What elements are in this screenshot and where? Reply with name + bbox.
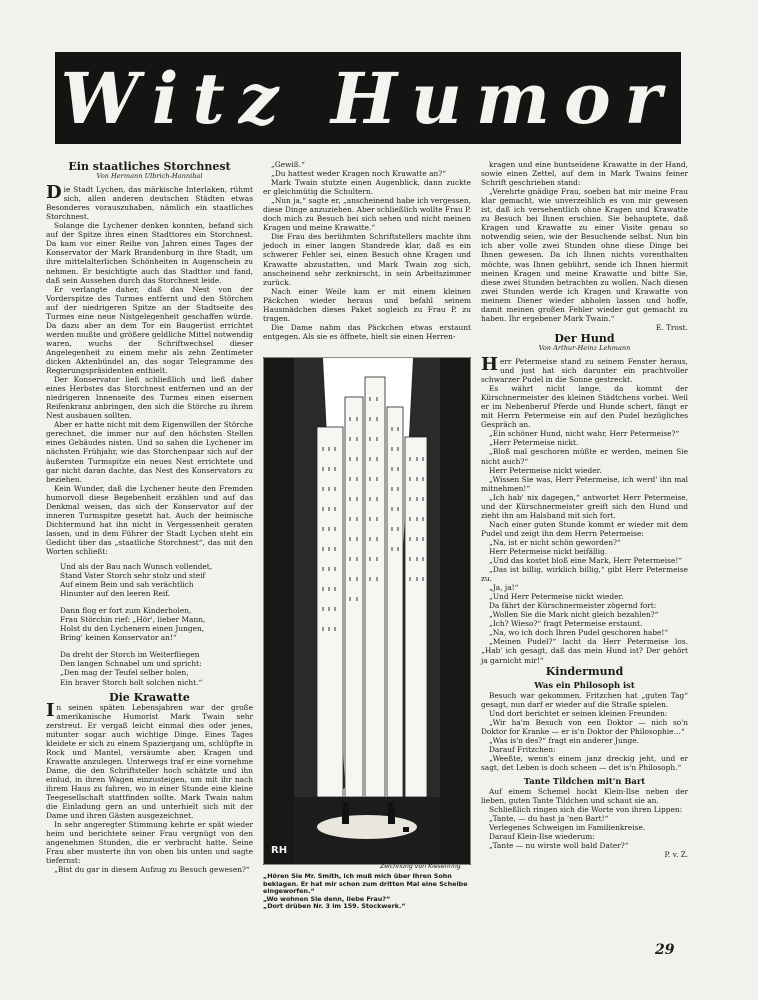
paragraph: „Du hattest weder Kragen noch Krawatte an?“ bbox=[271, 169, 447, 179]
column-left bbox=[46, 160, 253, 875]
paragraph: Verlegenes Schweigen im Familienkreise. bbox=[489, 823, 646, 833]
poem-line: Stand Vater Storch sehr stolz und steif bbox=[60, 571, 206, 581]
article-subtitle: Tante Tildchen mit'n Bart bbox=[523, 776, 646, 787]
poem-line: Den langen Schnabel um und spricht: bbox=[60, 659, 202, 669]
caption-line: „Wo wohnen Sie denn, liebe Frau?“ bbox=[263, 894, 391, 903]
column-right bbox=[481, 160, 688, 860]
poem-line: Frau Störchin rief: „Hör', lieber Mann, bbox=[60, 615, 206, 625]
paragraph: „Ich hab' nix dagegen,“ antwortet Herr Petermeise, und der Kürschnermeister greift sich den Hund und zieht ihn am Halsband mit sich fort. bbox=[481, 492, 688, 520]
article-title: Der Hund bbox=[554, 331, 615, 345]
banner-title: Witz Humor bbox=[60, 56, 676, 140]
signature: P. v. Z. bbox=[664, 850, 688, 860]
paragraph: „Tante, — du hast ja 'nen Bart!“ bbox=[489, 814, 609, 824]
paragraph: In sehr angeregter Stimmung kehrte er spät wieder heim und berichtete seiner Frau vergnügt von den angenehmen Stunden, die er verbracht hatte. Seine Frau aber musterte ihn von oben bis unten und sagte tiefernst: bbox=[46, 820, 253, 866]
paragraph: Besuch war gekommen. Fritzchen hat „guten Tag“ gesagt, nun darf er wieder auf die Straße spielen. bbox=[481, 690, 688, 709]
paragraph: „Und Herr Petermeise nickt wieder. bbox=[489, 592, 624, 602]
signature: E. Trost. bbox=[655, 322, 688, 332]
paragraph: „Wollen Sie die Mark nicht gleich bezahlen?“ bbox=[489, 610, 659, 620]
paragraph: Kein Wunder, daß die Lychener heute den Fremden humorvoll diese Begebenheit erzählen und auf das Denkmal weisen, das sich der Konservator auf der inneren Turmspitze gesetzt hat. Auch der heimische Dichtermund hat ihn nicht in Vergessenheit geraten lassen, und in dem Führer der Stadt Lychen steht ein Gedicht über das „staatliche Storchnest“, das mit den Worten schließt: bbox=[46, 483, 253, 556]
paragraph: „Was is'n des?“ fragt ein anderer Junge. bbox=[489, 735, 639, 745]
caption-line: „Dort drüben Nr. 3 im 159. Stockwerk.“ bbox=[263, 902, 406, 911]
paragraph: „Ein schöner Hund, nicht wahr, Herr Petermeise?“ bbox=[489, 429, 680, 439]
article-byline: Von Hermann Ulbrich-Hannibal bbox=[96, 172, 203, 181]
paragraph: Schließlich ringen sich die Worte von ihren Lippen: bbox=[489, 805, 683, 815]
svg-text:RH: RH bbox=[271, 845, 288, 856]
paragraph: „Verehrte gnädige Frau, soeben hat mir meine Frau klar gemacht, wie unverzeihlich es von mir gewesen ist, daß ich versehentlich ohne Kragen und Krawatte zu Besuch bei Ihnen erschien. Sie behauptete, daß Kragen und Krawatte zu einer Visite genau so notwendig seien, wie der Besuchende selbst. Nun bin ich aber volle zwei Stunden ohne diese Dinge bei Ihnen gewesen. Da ich Ihnen nichts vorenthalten möchte, was Ihnen gebührt, sende ich Ihnen hiermit meinen Kragen und meine Krawatte und bitte Sie, diese zwei Stunden betrachten zu wollen. Nach diesen zwei Stunden werde ich Kragen und Krawatte von meinem Diener wieder abholen lassen und hoffe, damit meinen großen Fehler wieder gut gemacht zu haben. Ihr ergebener Mark Twain.“ bbox=[481, 187, 688, 323]
paragraph: In seinen späten Lebensjahren war der große amerikanische Humorist Mark Twain sehr zerstreut. Er vergaß leicht einmal dies oder jenes, mitunter sogar auch wichtige Dinge. Eines Tages kleidete er sich zu einem Spaziergang um, schlüpfte in Rock und Mantel, versäumte aber, Kragen und Krawatte anzulegen. Unterwegs traf er eine vornehme Dame, die den Schriftsteller hoch schätzte und ihn einlud, in ihren Wagen einzusteigen, um mit ihr nach ihrem Haus zu fahren, wo in einer Stunde eine kleine Teegesellschaft stattfinden sollte. Mark Twain nahm die Einladung gern an und unterhielt sich mit der Dame und ihren Gästen ausgezeichnet. bbox=[46, 699, 253, 821]
paragraph: Die Dame nahm das Päckchen etwas erstaunt entgegen. Als sie es öffnete, hielt sie einen Herren- bbox=[263, 322, 471, 341]
paragraph: Herr Petermeise nickt wieder. bbox=[489, 465, 602, 475]
poem-line: Hinunter auf den leeren Reif. bbox=[60, 589, 171, 599]
poem-line: Bring' keinen Konservator an!“ bbox=[60, 633, 177, 643]
paragraph: Mark Twain stutzte einen Augenblick, dann zuckte er gleichmütig die Schultern. bbox=[263, 178, 471, 197]
poem-line: Da dreht der Storch im Weiterfliegen bbox=[60, 650, 200, 660]
paragraph: Darauf Fritzchen: bbox=[489, 744, 556, 754]
paragraph: „Ich? Wieso?“ fragt Petermeise erstaunt. bbox=[489, 619, 643, 629]
paragraph: kragen und eine buntseidene Krawatte in der Hand, sowie einen Zettel, auf dem in Mark Twains feiner Schrift geschrieben stand: bbox=[481, 160, 688, 188]
paragraph: Er verlangte daher, daß das Nest von der Vorderspitze des Turmes entfernt und den Störchen auf der niedrigeren Spitze an der Stadtseite des Turmes eine neue Nistgelegenheit geschaffen würde. Da dazu aber an dem Tor ein Baugerüst errichtet werden mußte und größere geldliche Mittel notwendig waren, wuchs der Schriftwechsel dieser Angelegenheit zu einem mehr als zehn Zentimeter dicken Aktenbündel an, das sogar Telegramme des Regierungspräsidenten enthielt. bbox=[46, 284, 253, 376]
paragraph: Da fährt der Kürschnermeister zögernd fort: bbox=[489, 601, 657, 611]
paragraph: „Gewiß.“ bbox=[271, 160, 305, 169]
article-title: Kindermund bbox=[545, 664, 624, 678]
paragraph: „Weeßte, wenn's einem janz dreckig jeht, und er sagt, det Leben is doch scheen — det is'n Philosoph.“ bbox=[481, 754, 688, 773]
paragraph: Darauf Klein-Ilse wiederum: bbox=[489, 832, 595, 842]
paragraph: Nach einer guten Stunde kommt er wieder mit dem Pudel und zeigt ihn dem Herrn Petermeise: bbox=[481, 519, 688, 538]
poem-line: Und als der Bau nach Wunsch vollendet, bbox=[60, 562, 213, 572]
paragraph: Herr Petermeise nickt beifällig. bbox=[489, 546, 608, 556]
paragraph: „Meinen Pudel?“ lacht da Herr Petermeise los. „Hab' ich gesagt, daß das mein Hund ist? Der gehört ja garnicht mir!“ bbox=[481, 637, 688, 665]
paragraph: „Wir ha'm Besuch von een Doktor — nich so'n Doktor for Kranke — er is'n Doktor der Philosophie…“ bbox=[481, 717, 688, 736]
illustration-caption bbox=[263, 873, 471, 911]
paragraph: „Na, wo ich doch Ihren Pudel geschoren habe!“ bbox=[489, 628, 669, 638]
skyscraper-illustration bbox=[263, 357, 471, 865]
humor-banner bbox=[55, 52, 681, 144]
illustration-credit: Zeichnung von Kiesenring bbox=[380, 863, 461, 870]
poem-line: Holst du den Lychenern einen Jungen, bbox=[60, 624, 205, 634]
article-byline: Von Arthur-Heinz Lehmann bbox=[538, 343, 631, 352]
paragraph: Solange die Lychener denken konnten, befand sich auf der Spitze ihres einen Stadttores ein Storchnest. Da kam vor einer Reihe von Jahren eines Tages der Konservator der Mark Brandenburg in ihre Stadt, um ihre mittelalterlichen Schönheiten in Augenschein zu nehmen. Er besichtigte auch das Stadttor und fand, daß sein Aussehen durch das Storchnest leide. bbox=[46, 221, 253, 285]
paragraph: „Das ist billig, wirklich billig,“ gibt Herr Petermeise zu. bbox=[481, 565, 688, 584]
paragraph: Die Stadt Lychen, das märkische Interlaken, rühmt sich, allen anderen deutschen Städten etwas Besonderes vorauszuhaben, nämlich ein staatliches Storchnest. bbox=[46, 182, 253, 222]
poem-line: Auf einem Bein und sah verächtlich bbox=[60, 580, 194, 590]
paragraph: Aber er hatte nicht mit dem Eigenwillen der Störche gerechnet, die immer nur auf den höchsten Stellen eines Gebäudes nisten. Und so sahen die Lychener im nächsten Frühjahr, wie das Storchenpaar sich auf der äußersten Turmspitze ein neues Nest errichtete und gar nicht daran dachte, das Nest des Konservators zu beziehen. bbox=[46, 420, 253, 484]
paragraph: „Wissen Sie was, Herr Petermeise, ich werd' ihn mal mitnehmen!“ bbox=[481, 474, 688, 493]
paragraph: Herr Petermeise stand zu seinem Fenster heraus, und just hat sich darunter ein prachtvoller schwarzer Pudel in die Sonne gestreckt. bbox=[481, 353, 688, 385]
paragraph: „Bloß mal geschoren müßte er werden, meinen Sie nicht auch?“ bbox=[481, 447, 688, 466]
poem-line: „Den mag der Teufel selber holen, bbox=[60, 668, 189, 678]
paragraph: Die Frau des berühmten Schriftstellers machte ihm jedoch in einer langen Standrede klar, daß es ein schwerer Fehler sei, einen Besuch ohne Kragen und Krawatte abzustatten, und Mark Twain zog sich, anscheinend sehr zerknirscht, in sein Arbeitszimmer zurück. bbox=[263, 232, 471, 287]
paragraph: Der Konservator ließ schließlich und ließ daher eines Herbstes das Storchnest entfernen und an der niedrigeren Innenseite des Turmes einen eisernen Reifenkranz anbringen, den sich die Störche zu ihrem Nest ausbauen sollten. bbox=[46, 375, 253, 421]
paragraph: „Nun ja,“ sagte er, „anscheinend habe ich vergessen, diese Dinge anzuziehen. Aber schließlich wollte Frau P. doch mich zu Besuch bei sich sehen und nicht meinen Kragen und meine Krawatte.“ bbox=[263, 196, 471, 233]
page-number: 29 bbox=[655, 942, 675, 958]
paragraph: „Tante — nu wirste woll bald Dater?“ bbox=[489, 841, 629, 851]
paragraph: „Na, ist er nicht schön geworden?“ bbox=[489, 537, 621, 547]
column-middle bbox=[263, 160, 471, 341]
paragraph: „Ja, ja!“ bbox=[489, 583, 519, 593]
caption-line: „Hören Sie Mr. Smith, ich muß mich über Ihren Sohn beklagen. Er hat mir schon zum dritten Mal eine Scheibe eingeworfen.“ bbox=[263, 872, 468, 896]
poem-line: Dann flog er fort zum Kinderholen, bbox=[60, 606, 192, 616]
poem bbox=[60, 562, 253, 687]
paragraph: „Herr Petermeise nickt. bbox=[489, 438, 579, 448]
paragraph: Und dort berichtet er seinen kleinen Freunden: bbox=[489, 708, 668, 718]
paragraph: Auf einem Schemel hockt Klein-Ilse neben der lieben, guten Tante Tildchen und schaut sie an. bbox=[481, 787, 688, 806]
article-title: Ein staatliches Storchnest bbox=[68, 160, 231, 173]
paragraph: Es währt nicht lange, da kommt der Kürschnermeister des kleinen Städtchens vorbei. Weil er im Nebenberuf Pferde und Hunde schert, fängt er mit Herrn Petermeise ein auf den Pudel bezügliches Gespräch an. bbox=[481, 384, 688, 430]
poem-line: Ein braver Storch holt solchen nicht.“ bbox=[60, 677, 203, 687]
paragraph: „Und das kostet bloß eine Mark, Herr Petermeise!“ bbox=[489, 556, 683, 566]
article-title: Die Krawatte bbox=[109, 690, 190, 704]
article-subtitle: Was ein Philosoph ist bbox=[534, 679, 635, 690]
paragraph: „Bist du gar in diesem Aufzug zu Besuch gewesen?“ bbox=[54, 865, 250, 875]
paragraph: Nach einer Weile kam er mit einem kleinen Päckchen wieder heraus und befahl seinem Hausmädchen dieses Paket sogleich zu Frau P. zu tragen. bbox=[263, 286, 471, 323]
